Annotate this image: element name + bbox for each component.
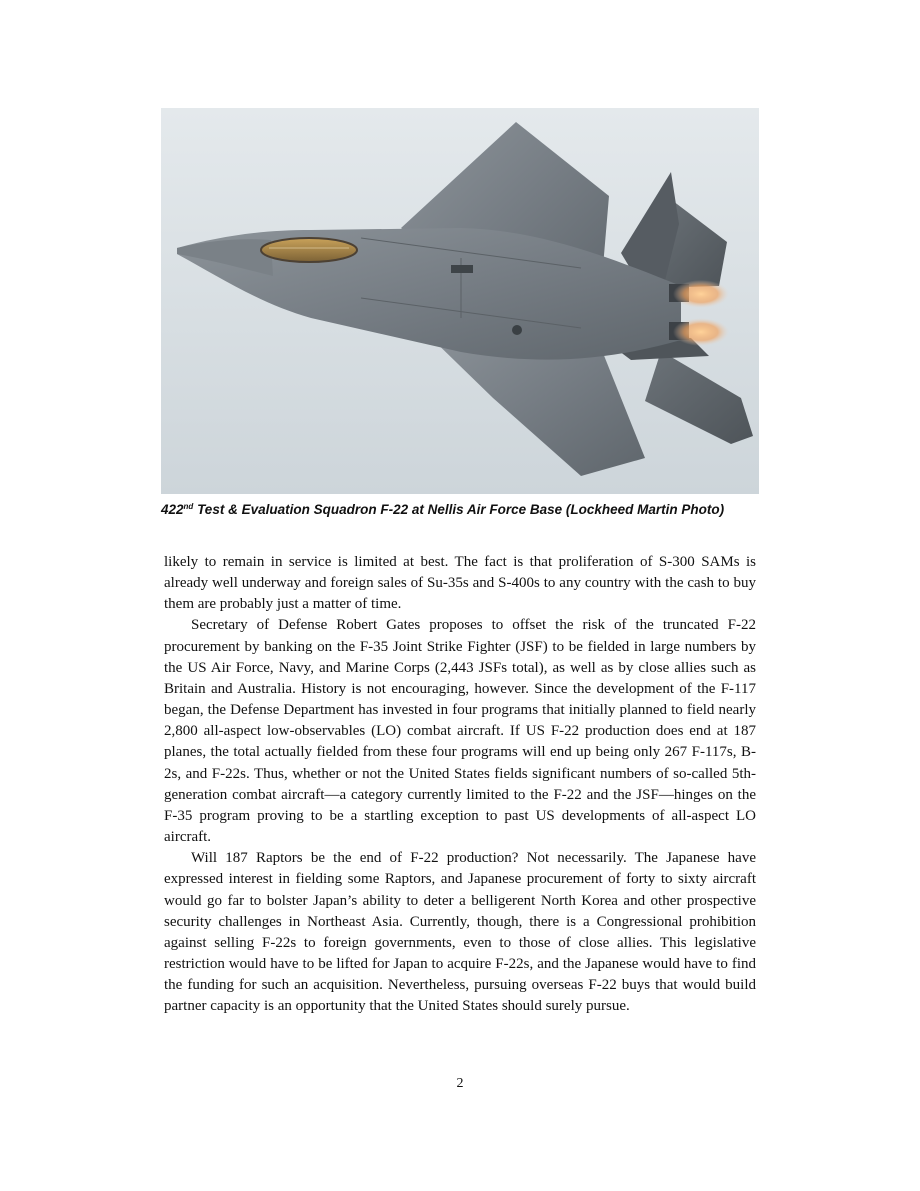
page-number: 2 [456,1076,464,1091]
paragraph: Secretary of Defense Robert Gates proposes to offset the risk of the truncated F-22 procurement by banking on the F-35 Joint Strike Fighter (JSF) to be fielded in large numbers by the US Air Force, Navy, and Marine Corps (2,443 JSFs total), as well as by close allies such as Britain and Australia. History is not encouraging, however. Since the development of the F-117 began, the Defense Department has invested in four programs that initially planned to field nearly 2,800 all-aspect low-observables (LO) combat aircraft. If US F-22 production does end at 187 planes, the total actually fielded from these four programs will end up being only 267 F-117s, B-2s, and F-22s. Thus, whether or not the United States fields significant numbers of so-called 5th-generation combat aircraft—a category currently limited to the F-22 and the JSF—hinges on the F-35 program proving to be a startling exception to past US developments of all-aspect LO aircraft. [164,617,756,846]
paragraph: Will 187 Raptors be the end of F-22 production? Not necessarily. The Japanese have expressed interest in fielding some Raptors, and Japanese procurement of forty to sixty aircraft would go far to bolster Japan’s ability to deter a belligerent North Korea and other prospective security challenges in Northeast Asia. Currently, though, there is a Congressional prohibition against selling F-22s to foreign governments, even to those of close allies. This legislative restriction would have to be lifted for Japan to acquire F-22s, and the Japanese would have to find the funding for such an acquisition. Nevertheless, pursuing overseas F-22 buys that would build partner capacity is an opportunity that the United States should surely pursue. [164,850,756,1015]
caption-text: Test & Evaluation Squadron F-22 at Nellis Air Force Base (Lockheed Martin Photo) [193,502,725,517]
f22-photo [161,108,759,494]
paragraph: likely to remain in service is limited at best. The fact is that proliferation of S-300 SAMs is already well underway and foreign sales of Su-35s and S-400s to any country with the cash to buy them are probably just a matter of time. [164,554,756,613]
caption-number: 422 [161,502,184,517]
caption-superscript: nd [183,502,194,511]
body-text [164,552,756,1017]
figure-caption [161,501,759,519]
